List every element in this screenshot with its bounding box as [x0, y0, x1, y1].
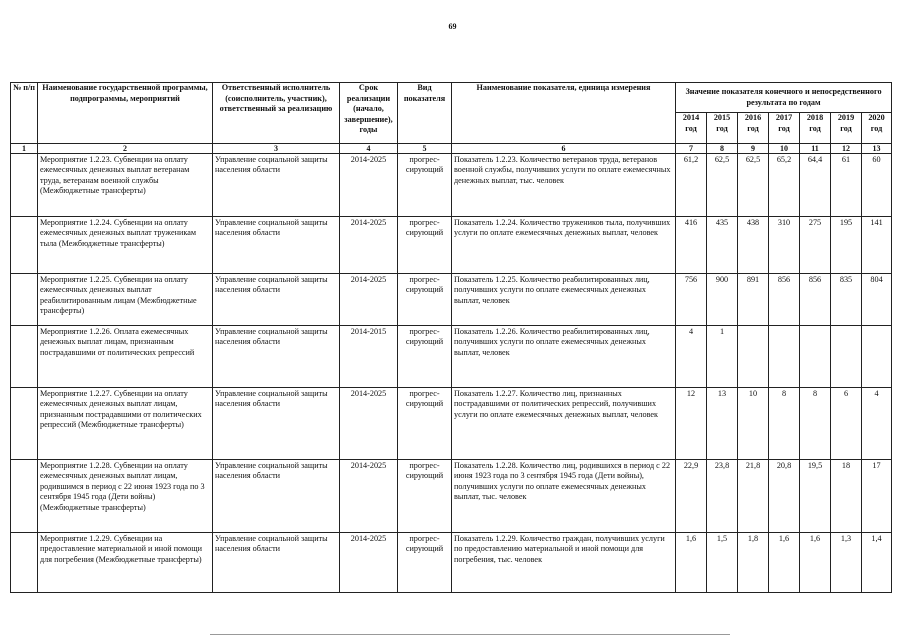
- value-cell: 60: [862, 154, 892, 217]
- value-cell: 900: [707, 274, 738, 326]
- header-indicator: Наименование показателя, единица измерения: [452, 83, 676, 144]
- value-cell: [862, 326, 892, 388]
- measure-name: Мероприятие 1.2.29. Субвенции на предоставление материальной и иной помощи для погребения (Межбюджетные трансферты): [38, 533, 213, 593]
- value-cell: 17: [862, 460, 892, 533]
- column-number: 12: [831, 144, 862, 154]
- responsible: Управление социальной защиты населения области: [213, 460, 340, 533]
- responsible: Управление социальной защиты населения области: [213, 274, 340, 326]
- term: 2014-2025: [340, 388, 398, 460]
- row-number: [11, 533, 38, 593]
- table-row: [11, 274, 892, 326]
- table-row: [11, 533, 892, 593]
- header-type: Вид показателя: [398, 83, 452, 144]
- value-cell: 64,4: [800, 154, 831, 217]
- value-cell: 22,9: [676, 460, 707, 533]
- value-cell: 10: [738, 388, 769, 460]
- value-cell: 6: [831, 388, 862, 460]
- indicator-name: Показатель 1.2.25. Количество реабилитированных лиц, получивших услуги по оплате ежемесячных денежных выплат, человек: [452, 274, 676, 326]
- measure-name: Мероприятие 1.2.26. Оплата ежемесячных денежных выплат лицам, признанным пострадавшими от политических репрессий: [38, 326, 213, 388]
- column-numbers-row: [11, 144, 892, 154]
- column-number: 13: [862, 144, 892, 154]
- value-cell: 23,8: [707, 460, 738, 533]
- indicators-table: [10, 82, 892, 593]
- header-responsible: Ответственный исполнитель (соисполнитель, участник), ответственный за реализацию: [213, 83, 340, 144]
- responsible: Управление социальной защиты населения области: [213, 154, 340, 217]
- row-number: [11, 388, 38, 460]
- measure-name: Мероприятие 1.2.25. Субвенции на оплату ежемесячных денежных выплат реабилитированным лицам (Межбюджетные трансферты): [38, 274, 213, 326]
- indicator-type: прогрес-сирующий: [398, 388, 452, 460]
- value-cell: 1,5: [707, 533, 738, 593]
- value-cell: 61: [831, 154, 862, 217]
- column-number: 1: [11, 144, 38, 154]
- value-cell: [800, 326, 831, 388]
- column-number: 3: [213, 144, 340, 154]
- value-cell: 1,4: [862, 533, 892, 593]
- column-number: 2: [38, 144, 213, 154]
- value-cell: [831, 326, 862, 388]
- term: 2014-2025: [340, 217, 398, 274]
- term: 2014-2025: [340, 154, 398, 217]
- value-cell: 438: [738, 217, 769, 274]
- column-number: 10: [769, 144, 800, 154]
- value-cell: 1,6: [800, 533, 831, 593]
- term: 2014-2025: [340, 460, 398, 533]
- value-cell: 4: [676, 326, 707, 388]
- value-cell: 416: [676, 217, 707, 274]
- column-number: 11: [800, 144, 831, 154]
- header-term: Срок реализации (начало, завершение), годы: [340, 83, 398, 144]
- measure-name: Мероприятие 1.2.23. Субвенции на оплату ежемесячных денежных выплат ветеранам труда, ветеранам военной службы (Межбюджетные трансферты): [38, 154, 213, 217]
- indicator-name: Показатель 1.2.27. Количество лиц, признанных пострадавшими от политических репрессий, получивших услуги по оплате ежемесячных денежных выплат, человек: [452, 388, 676, 460]
- header-name: Наименование государственной программы, подпрограммы, мероприятий: [38, 83, 213, 144]
- row-number: [11, 154, 38, 217]
- header-year: 2014 год: [676, 113, 707, 144]
- value-cell: 65,2: [769, 154, 800, 217]
- responsible: Управление социальной защиты населения области: [213, 326, 340, 388]
- value-cell: 20,8: [769, 460, 800, 533]
- measure-name: Мероприятие 1.2.24. Субвенции на оплату ежемесячных денежных выплат труженикам тыла (Межбюджетные трансферты): [38, 217, 213, 274]
- value-cell: 4: [862, 388, 892, 460]
- header-year: 2019 год: [831, 113, 862, 144]
- indicator-type: прогрес-сирующий: [398, 154, 452, 217]
- measure-name: Мероприятие 1.2.27. Субвенции на оплату ежемесячных денежных выплат лицам, признанным пострадавшими от политических репрессий (Межбюджетные трансферты): [38, 388, 213, 460]
- value-cell: 62,5: [707, 154, 738, 217]
- responsible: Управление социальной защиты населения области: [213, 217, 340, 274]
- row-number: [11, 326, 38, 388]
- value-cell: 310: [769, 217, 800, 274]
- header-values: Значение показателя конечного и непосредственного результата по годам: [676, 83, 892, 113]
- indicator-name: Показатель 1.2.23. Количество ветеранов труда, ветеранов военной службы, получивших услуги по оплате ежемесячных денежных выплат, тыс. человек: [452, 154, 676, 217]
- value-cell: 141: [862, 217, 892, 274]
- table-row: [11, 326, 892, 388]
- value-cell: 1: [707, 326, 738, 388]
- value-cell: 804: [862, 274, 892, 326]
- indicator-name: Показатель 1.2.26. Количество реабилитированных лиц, получивших услуги по оплате ежемесячных денежных выплат, человек: [452, 326, 676, 388]
- value-cell: 19,5: [800, 460, 831, 533]
- value-cell: [738, 326, 769, 388]
- page-number: 69: [448, 22, 457, 31]
- value-cell: 1,8: [738, 533, 769, 593]
- value-cell: 1,3: [831, 533, 862, 593]
- value-cell: 756: [676, 274, 707, 326]
- value-cell: 62,5: [738, 154, 769, 217]
- indicator-type: прогрес-сирующий: [398, 533, 452, 593]
- indicator-type: прогрес-сирующий: [398, 274, 452, 326]
- value-cell: 891: [738, 274, 769, 326]
- table-row: [11, 388, 892, 460]
- term: 2014-2015: [340, 326, 398, 388]
- value-cell: 275: [800, 217, 831, 274]
- value-cell: 856: [769, 274, 800, 326]
- row-number: [11, 274, 38, 326]
- header-year: 2015 год: [707, 113, 738, 144]
- bottom-divider: [210, 634, 730, 635]
- header-year: 2016 год: [738, 113, 769, 144]
- value-cell: 8: [800, 388, 831, 460]
- row-number: [11, 460, 38, 533]
- indicator-type: прогрес-сирующий: [398, 326, 452, 388]
- value-cell: 1,6: [676, 533, 707, 593]
- column-number: 8: [707, 144, 738, 154]
- indicator-type: прогрес-сирующий: [398, 217, 452, 274]
- value-cell: 856: [800, 274, 831, 326]
- header-no: № п/п: [11, 83, 38, 144]
- column-number: 4: [340, 144, 398, 154]
- indicator-name: Показатель 1.2.29. Количество граждан, получивших услуги по предоставлению материальной и иной помощи для погребения, тыс. человек: [452, 533, 676, 593]
- value-cell: 435: [707, 217, 738, 274]
- header-year: 2017 год: [769, 113, 800, 144]
- indicator-type: прогрес-сирующий: [398, 460, 452, 533]
- column-number: 5: [398, 144, 452, 154]
- table-row: [11, 460, 892, 533]
- column-number: 9: [738, 144, 769, 154]
- header-year: 2018 год: [800, 113, 831, 144]
- responsible: Управление социальной защиты населения области: [213, 533, 340, 593]
- row-number: [11, 217, 38, 274]
- value-cell: 18: [831, 460, 862, 533]
- column-number: 6: [452, 144, 676, 154]
- term: 2014-2025: [340, 274, 398, 326]
- value-cell: 835: [831, 274, 862, 326]
- header-year: 2020 год: [862, 113, 892, 144]
- table-row: [11, 154, 892, 217]
- value-cell: 1,6: [769, 533, 800, 593]
- measure-name: Мероприятие 1.2.28. Субвенции на оплату ежемесячных денежных выплат лицам, родившимся в период с 22 июня 1923 года по 3 сентября 1945 года (Дети войны) (Межбюджетные трансферты): [38, 460, 213, 533]
- table-row: [11, 217, 892, 274]
- indicator-name: Показатель 1.2.24. Количество тружеников тыла, получивших услуги по оплате ежемесячных денежных выплат, человек: [452, 217, 676, 274]
- value-cell: 13: [707, 388, 738, 460]
- value-cell: 195: [831, 217, 862, 274]
- indicator-name: Показатель 1.2.28. Количество лиц, родившихся в период с 22 июня 1923 года по 3 сентября 1945 года (Дети войны), получивших услуги по оплате ежемесячных денежных выплат, тыс. человек: [452, 460, 676, 533]
- term: 2014-2025: [340, 533, 398, 593]
- value-cell: [769, 326, 800, 388]
- value-cell: 21,8: [738, 460, 769, 533]
- responsible: Управление социальной защиты населения области: [213, 388, 340, 460]
- column-number: 7: [676, 144, 707, 154]
- value-cell: 8: [769, 388, 800, 460]
- value-cell: 12: [676, 388, 707, 460]
- value-cell: 61,2: [676, 154, 707, 217]
